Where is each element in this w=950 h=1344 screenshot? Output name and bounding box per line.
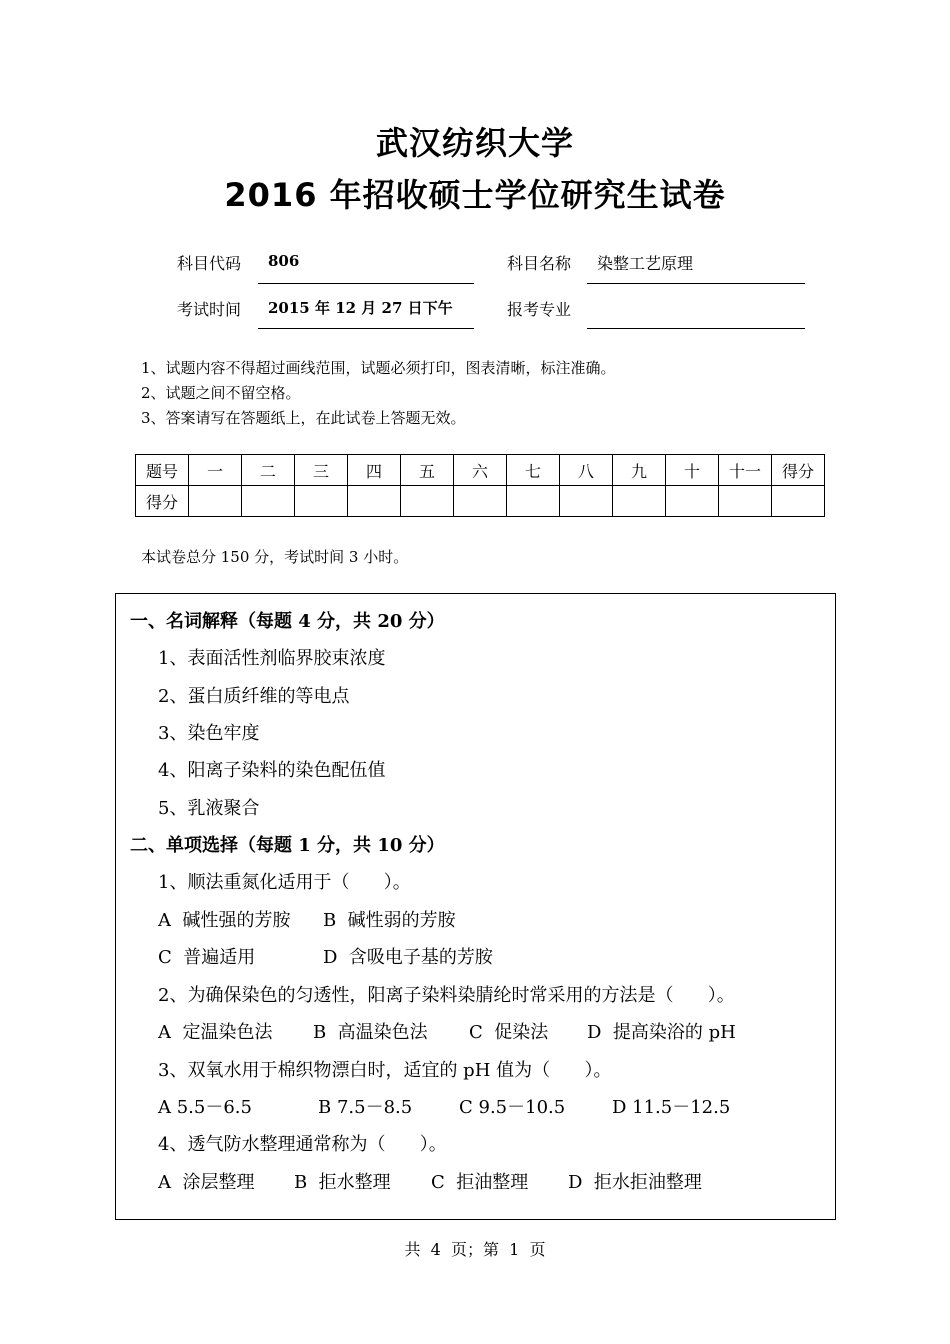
- score-header-cell: 六: [454, 455, 507, 486]
- score-cell: [454, 486, 507, 517]
- section-2-title: 二、单项选择（每题 1 分，共 10 分）: [130, 835, 445, 856]
- term-item-1: 1、表面活性剂临界胶束浓度: [158, 648, 386, 669]
- score-header-cell: 得分: [772, 455, 825, 486]
- score-cell: [560, 486, 613, 517]
- q3-option-c: C 9.5－10.5: [459, 1097, 566, 1118]
- question-box: [115, 593, 836, 1220]
- exam-title: 2016 年招收硕士学位研究生试卷: [224, 176, 726, 214]
- q3-option-b: B 7.5－8.5: [318, 1097, 413, 1118]
- q1-option-c: C 普遍适用: [158, 947, 256, 968]
- page-footer: 共 4 页；第 1 页: [404, 1240, 546, 1259]
- score-cell: [401, 486, 454, 517]
- q4-option-b: B 拒水整理: [294, 1172, 391, 1193]
- major-label: 报考专业: [507, 300, 572, 319]
- score-cell: [348, 486, 401, 517]
- score-header-cell: 一: [189, 455, 242, 486]
- q3-option-a: A 5.5－6.5: [158, 1097, 252, 1118]
- question-4: 4、透气防水整理通常称为（ ）。: [158, 1134, 447, 1155]
- subject-name-underline: [587, 283, 805, 284]
- subject-code-label: 科目代码: [177, 254, 242, 273]
- score-cell: [772, 486, 825, 517]
- question-3: 3、双氧水用于棉织物漂白时，适宜的 pH 值为（ ）。: [158, 1060, 612, 1081]
- score-header-cell: 九: [613, 455, 666, 486]
- q2-option-b: B 高温染色法: [313, 1022, 428, 1043]
- question-1: 1、顺法重氮化适用于（ ）。: [158, 872, 411, 893]
- score-cell: [242, 486, 295, 517]
- subject-name-label: 科目名称: [507, 254, 572, 273]
- term-item-4: 4、阳离子染料的染色配伍值: [158, 760, 386, 781]
- q2-option-c: C 促染法: [469, 1022, 549, 1043]
- exam-time-underline: [258, 328, 474, 329]
- q2-option-a: A 定温染色法: [158, 1022, 273, 1043]
- score-cell: [613, 486, 666, 517]
- q4-option-d: D 拒水拒油整理: [568, 1172, 702, 1193]
- score-header-cell: 十: [666, 455, 719, 486]
- score-cell: [189, 486, 242, 517]
- score-table-header-row: [136, 455, 825, 486]
- score-table: [135, 454, 825, 517]
- score-header-cell: 四: [348, 455, 401, 486]
- note-2: 2、试题之间不留空格。: [141, 384, 301, 402]
- score-header-cell: 五: [401, 455, 454, 486]
- q1-option-a: A 碱性强的芳胺: [158, 910, 291, 931]
- q4-option-a: A 涂层整理: [158, 1172, 255, 1193]
- section-1-title: 一、名词解释（每题 4 分，共 20 分）: [130, 611, 445, 632]
- term-item-5: 5、乳液聚合: [158, 798, 260, 819]
- exam-time-value: 2015 年 12 月 27 日下午: [268, 299, 453, 317]
- university-title: 武汉纺织大学: [375, 124, 574, 162]
- question-2: 2、为确保染色的匀透性，阳离子染料染腈纶时常采用的方法是（ ）。: [158, 985, 735, 1006]
- subject-name-value: 染整工艺原理: [597, 254, 694, 273]
- subject-code-value: 806: [268, 252, 300, 270]
- score-header-cell: 题号: [136, 455, 189, 486]
- score-header-cell: 七: [507, 455, 560, 486]
- score-header-cell: 八: [560, 455, 613, 486]
- score-row-label: 得分: [136, 486, 189, 517]
- score-cell: [719, 486, 772, 517]
- total-score-note: 本试卷总分 150 分，考试时间 3 小时。: [141, 548, 409, 566]
- score-header-cell: 十一: [719, 455, 772, 486]
- q1-option-d: D 含吸电子基的芳胺: [323, 947, 493, 968]
- q2-option-d: D 提高染浴的 pH: [587, 1022, 736, 1043]
- q3-option-d: D 11.5－12.5: [612, 1097, 731, 1118]
- q1-option-b: B 碱性弱的芳胺: [323, 910, 456, 931]
- score-table-score-row: [136, 486, 825, 517]
- score-header-cell: 二: [242, 455, 295, 486]
- note-1: 1、试题内容不得超过画线范围，试题必须打印，图表清晰，标注准确。: [141, 359, 616, 377]
- score-cell: [295, 486, 348, 517]
- score-cell: [507, 486, 560, 517]
- exam-time-label: 考试时间: [177, 300, 242, 319]
- q4-option-c: C 拒油整理: [431, 1172, 529, 1193]
- note-3: 3、答案请写在答题纸上，在此试卷上答题无效。: [141, 409, 466, 427]
- term-item-3: 3、染色牢度: [158, 723, 260, 744]
- subject-code-underline: [258, 283, 474, 284]
- score-header-cell: 三: [295, 455, 348, 486]
- major-underline: [587, 328, 805, 329]
- score-cell: [666, 486, 719, 517]
- term-item-2: 2、蛋白质纤维的等电点: [158, 686, 350, 707]
